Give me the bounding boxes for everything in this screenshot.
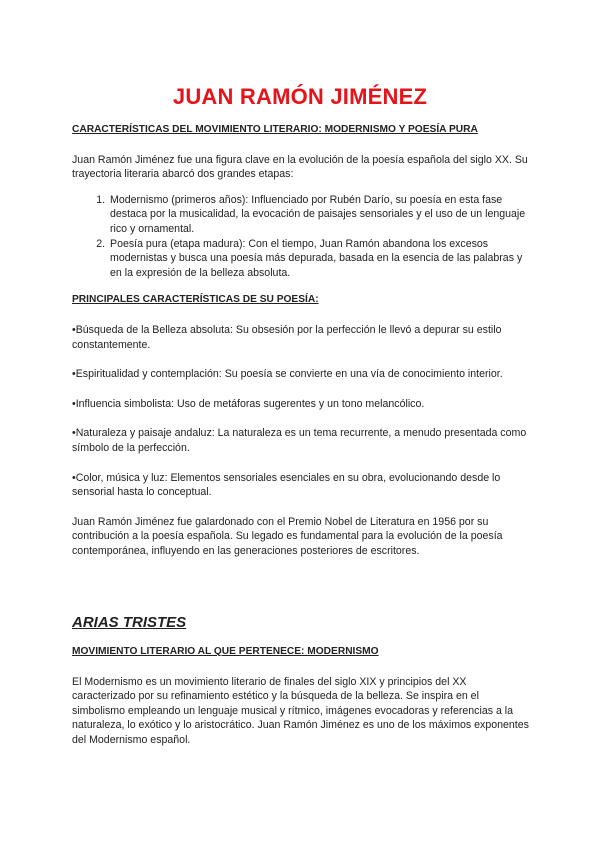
list-item: 2. Poesía pura (etapa madura): Con el tiempo, Juan Ramón abandona los excesos modernistas y busca una poesía más depurada, basada en la esencia de las palabras y en la expresión de la belleza absoluta. xyxy=(108,237,530,281)
closing-paragraph: Juan Ramón Jiménez fue galardonado con el Premio Nobel de Literatura en 1956 por su contribución a la poesía española. Su legado es fundamental para la evolución de la poesía contemporánea, influyendo en las generaciones posteriores de escritores. xyxy=(72,515,503,557)
section-heading-modernism: MOVIMIENTO LITERARIO AL QUE PERTENECE: MODERNISMO xyxy=(72,646,379,658)
characteristic-item: •Influencia simbolista: Uso de metáforas sugerentes y un tono melancólico. xyxy=(72,397,425,410)
modernism-paragraph: El Modernismo es un movimiento literario de finales del siglo XIX y principios del XX caracterizado por su refinamiento estético y la búsqueda de la belleza. Se inspira en el simbolismo empleando un lenguaje musical y rítmico, imágenes evocadoras y referencias a la naturaleza, lo exótico y lo aristocrático. Juan Ramón Jiménez es uno de los máximos exponentes del Modernismo español. xyxy=(72,675,529,747)
characteristic-item: •Búsqueda de la Belleza absoluta: Su obsesión por la perfección le llevó a depurar su estilo constantemente. xyxy=(72,323,502,351)
section-heading-characteristics: PRINCIPALES CARACTERÍSTICAS DE SU POESÍA: xyxy=(72,294,319,306)
list-item: 1. Modernismo (primeros años): Influenciado por Rubén Darío, su poesía en esta fase destaca por la musicalidad, la evocación de paisajes sensoriales y el uso de un lenguaje rico y ornamental. xyxy=(108,193,530,237)
document-body xyxy=(72,123,530,763)
section-heading-movement: CARACTERÍSTICAS DEL MOVIMIENTO LITERARIO: MODERNISMO Y POESÍA PURA xyxy=(72,124,478,135)
page-title: JUAN RAMÓN JIMÉNEZ xyxy=(172,84,428,109)
characteristic-item: •Naturaleza y paisaje andaluz: La naturaleza es un tema recurrente, a menudo presentada como símbolo de la perfección. xyxy=(72,427,527,454)
intro-paragraph: Juan Ramón Jiménez fue una figura clave en la evolución de la poesía española del siglo XX. Su trayectoria literaria abarcó dos grandes etapas: xyxy=(72,153,528,181)
characteristic-item: •Color, música y luz: Elementos sensoriales esenciales en su obra, evolucionando desde lo sensorial hasta lo conceptual. xyxy=(72,471,501,499)
characteristic-item: •Espiritualidad y contemplación: Su poesía se convierte en una vía de conocimiento interior. xyxy=(72,368,503,381)
stages-list xyxy=(72,193,530,281)
arias-tristes-title: ARIAS TRISTES xyxy=(72,614,187,632)
